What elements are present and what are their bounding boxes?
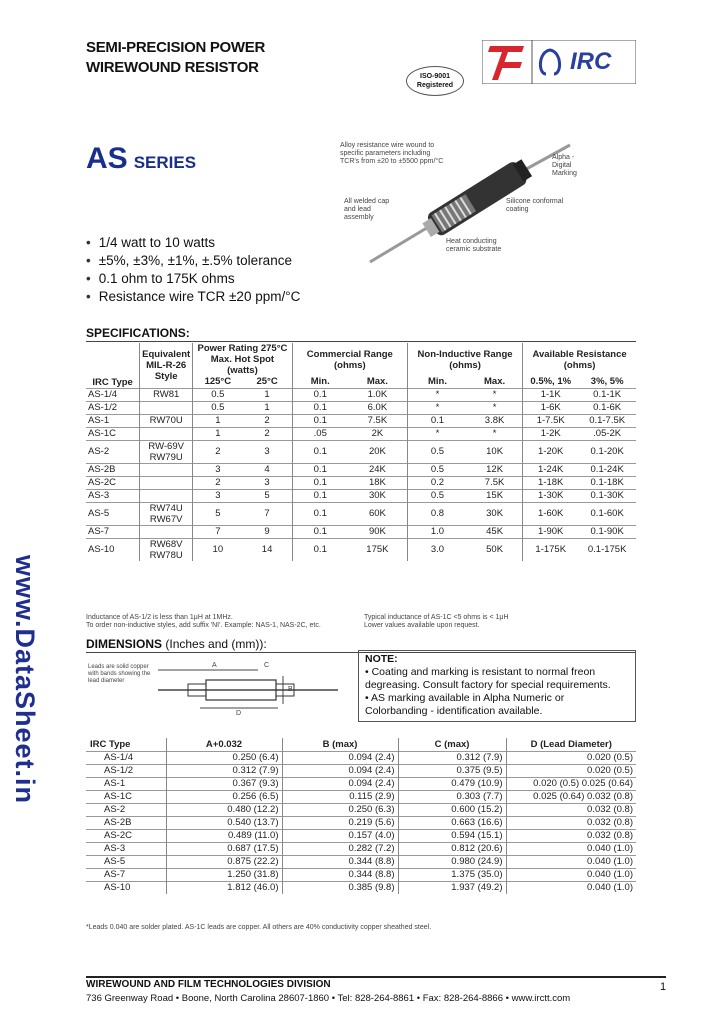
spec-cell: 7	[242, 502, 292, 525]
col-25c: 25°C	[242, 376, 292, 388]
dim-cell: 0.312 (7.9)	[166, 764, 282, 777]
dim-cell: AS-1/4	[104, 752, 134, 763]
spec-cell: 1	[215, 415, 221, 426]
spec-row	[86, 414, 636, 427]
dim-row	[86, 829, 636, 842]
col-commercial-max: Max.	[348, 376, 408, 388]
note-item: • AS marking available in Alpha Numeric or Colorbanding - identification available.	[365, 692, 565, 717]
callout-marking: Alpha - Digital Marking	[552, 154, 577, 177]
spec-cell: 0.1-6K	[593, 402, 622, 413]
dimensions-rows	[86, 751, 636, 894]
feature-item: • 1/4 watt to 10 watts	[86, 234, 300, 252]
spec-cell: 1	[242, 388, 292, 401]
spec-cell: 0.5	[211, 402, 225, 413]
dim-cell: 0.115 (2.9)	[282, 790, 398, 803]
spec-cell: 2K	[348, 427, 408, 440]
dimension-diagram	[88, 660, 348, 722]
spec-cell: 60K	[348, 502, 408, 525]
dim-cell: 0.489 (11.0)	[166, 829, 282, 842]
spec-cell: 7.5K	[467, 476, 523, 489]
note-item: • Coating and marking is resistant to normal freon degreasing. Consult factory for special requirements.	[365, 666, 611, 691]
spec-cell: 0.1	[313, 508, 327, 519]
spec-cell: AS-10	[86, 538, 140, 561]
dim-cell: 0.663 (16.6)	[398, 816, 506, 829]
spec-cell: 24K	[348, 463, 408, 476]
spec-cell: 2	[215, 477, 221, 488]
spec-cell: 45K	[467, 525, 523, 538]
dim-cell: 0.256 (6.5)	[166, 790, 282, 803]
dim-cell: 0.250 (6.3)	[282, 803, 398, 816]
dim-cell: 0.875 (22.2)	[166, 855, 282, 868]
spec-cell: AS-1	[86, 414, 140, 427]
dim-cell: 0.094 (2.4)	[282, 777, 398, 790]
spec-row	[86, 401, 636, 414]
spec-row	[86, 463, 636, 476]
spec-cell: 0.1-175K	[587, 544, 627, 555]
dim-cell: 0.594 (15.1)	[398, 829, 506, 842]
series-suffix: SERIES	[133, 153, 197, 172]
company-logo	[482, 40, 636, 84]
spec-cell: 90K	[348, 525, 408, 538]
title-line-2: WIREWOUND RESISTOR	[86, 59, 259, 76]
dim-cell: 0.980 (24.9)	[398, 855, 506, 868]
spec-cell: 1-7.5K	[536, 415, 565, 426]
dim-row	[86, 790, 636, 803]
dim-cell: 0.687 (17.5)	[166, 842, 282, 855]
dimensions-table	[86, 738, 636, 894]
dim-cell: 0.479 (10.9)	[398, 777, 506, 790]
spec-cell: AS-7	[86, 525, 140, 538]
dim-cell: 0.250 (6.4)	[166, 751, 282, 764]
spec-cell: 12K	[467, 463, 523, 476]
col-commercial-min: Min.	[310, 376, 330, 388]
spec-cell: 2	[242, 414, 292, 427]
spec-cell: 7	[215, 526, 221, 537]
spec-cell: *	[467, 427, 523, 440]
spec-cell: 1	[242, 401, 292, 414]
spec-cell: 1-1K	[540, 389, 561, 400]
dim-cell: 0.040 (1.0)	[506, 855, 636, 868]
spec-cell: *	[467, 388, 523, 401]
note-text: Coating and marking is resistant to normal freon degreasing. Consult factory for special requirements.	[365, 666, 611, 691]
spec-cell: 0.1	[313, 526, 327, 537]
spec-cell: AS-2	[86, 440, 140, 463]
spec-cell: 3	[215, 490, 221, 501]
title-line-1: SEMI-PRECISION POWER	[86, 39, 266, 56]
dim-cell: 0.032 (0.8)	[506, 829, 636, 842]
dim-cell: 0.040 (1.0)	[506, 881, 636, 894]
spec-cell: 1-6K	[540, 402, 561, 413]
dim-cell: 0.219 (5.6)	[282, 816, 398, 829]
spec-cell: 0.1	[313, 402, 327, 413]
spec-cell: 1-18K	[538, 477, 564, 488]
spec-cell: 5	[242, 489, 292, 502]
diagram-caption: Leads are solid copper with bands showing the lead diameter	[88, 664, 151, 684]
dim-row	[86, 803, 636, 816]
feature-item: • ±5%, ±3%, ±1%, ±.5% tolerance	[86, 252, 300, 270]
page-number: 1	[660, 981, 667, 993]
spec-cell: 0.1	[313, 415, 327, 426]
dim-row	[86, 777, 636, 790]
col-noninductive-max: Max.	[467, 376, 523, 388]
dimensions-title: DIMENSIONS	[86, 637, 163, 651]
col-mil: Equivalent MIL-R-26 Style	[140, 343, 193, 388]
spec-cell: 0.1	[313, 464, 327, 475]
spec-cell: 0.1	[313, 477, 327, 488]
dim-cell: 0.032 (0.8)	[506, 816, 636, 829]
spec-cell: 0.8	[430, 508, 445, 519]
dim-cell: 0.812 (20.6)	[398, 842, 506, 855]
iso-badge	[406, 66, 464, 96]
spec-cell: AS-5	[86, 502, 140, 525]
spec-cell: 50K	[467, 538, 523, 561]
spec-note-right-2: Lower values available upon request.	[364, 622, 480, 629]
dim-row	[86, 751, 636, 764]
dim-cell: AS-10	[104, 882, 131, 894]
specifications-heading: SPECIFICATIONS:	[86, 326, 190, 340]
spec-cell: 1-30K	[538, 490, 564, 501]
spec-cell: 2	[215, 446, 221, 457]
diagram-label-d: D	[236, 710, 242, 717]
spec-cell: 0.1	[313, 446, 327, 457]
dim-cell: 0.480 (12.2)	[166, 803, 282, 816]
spec-cell: 30K	[467, 502, 523, 525]
spec-cell: 1	[215, 428, 221, 439]
spec-row	[86, 538, 636, 561]
dim-cell: 0.094 (2.4)	[282, 751, 398, 764]
iso-line-1: ISO-9001	[420, 73, 450, 80]
iso-line-2: Registered	[416, 82, 454, 89]
spec-cell: 1.0K	[348, 388, 408, 401]
dim-cell: AS-2B	[104, 817, 132, 828]
spec-cell: 0.1	[430, 415, 445, 426]
col-noninductive: Non-Inductive Range (ohms)	[407, 343, 522, 376]
logo-graphic	[482, 40, 636, 84]
spec-cell: 6.0K	[348, 401, 408, 414]
spec-cell: 0.1-1K	[593, 389, 622, 400]
spec-cell: AS-1/2	[86, 401, 140, 414]
spec-cell	[140, 525, 193, 538]
spec-cell: RW81	[140, 388, 193, 401]
dim-col-b: B (max)	[282, 738, 398, 751]
diagram-label-c: C	[264, 662, 270, 669]
watermark-text: www.DataSheet.in	[10, 555, 40, 805]
col-irc-type: IRC Type	[86, 343, 140, 388]
spec-row	[86, 525, 636, 538]
dim-col-d: D (Lead Diameter)	[506, 738, 636, 751]
col-commercial: Commercial Range (ohms)	[292, 343, 407, 376]
callout-cap: All welded cap and lead assembly	[344, 198, 390, 221]
dim-cell: 0.020 (0.5)	[506, 751, 636, 764]
spec-cell: 5	[215, 508, 221, 519]
dim-cell: 0.312 (7.9)	[398, 751, 506, 764]
lead-note: *Leads 0.040 are solder plated. AS-1C leads are copper. All others are 40% conductivity copper sheathed steel.	[86, 924, 432, 931]
spec-row	[86, 502, 636, 525]
dim-col-type: IRC Type	[90, 738, 131, 750]
spec-cell: 0.5	[430, 490, 445, 501]
spec-cell: 3	[215, 464, 221, 475]
callout-wire: Alloy resistance wire wound to specific parameters including TCR's from ±20 to ±5500 ppm/°C	[340, 142, 444, 165]
spec-cell: 3.8K	[467, 414, 523, 427]
spec-note-left-2: To order non-inductive styles, add suffix 'NI'. Example: NAS-1, NAS-2C, etc.	[86, 622, 321, 629]
spec-cell: 0.1-7.5K	[589, 415, 626, 426]
spec-cell: .05	[313, 428, 327, 439]
col-tol-2: 3%, 5%	[590, 376, 624, 388]
dimensions-heading	[86, 637, 267, 651]
series-name: AS	[86, 142, 128, 175]
spec-cell: 30K	[348, 489, 408, 502]
spec-cell: 0.1-24K	[590, 464, 624, 475]
dim-cell: 0.540 (13.7)	[166, 816, 282, 829]
spec-cell: RW-69V RW79U	[140, 440, 193, 463]
dim-cell: AS-1/2	[104, 765, 134, 776]
spec-cell: *	[435, 389, 440, 400]
watermark	[8, 555, 48, 825]
dim-cell: 0.367 (9.3)	[166, 777, 282, 790]
dim-cell: 0.025 (0.64) 0.032 (0.8)	[506, 790, 636, 803]
spec-cell: 7.5K	[348, 414, 408, 427]
spec-cell: 1-24K	[538, 464, 564, 475]
specifications-rows	[86, 388, 636, 561]
spec-cell: RW74U RW67V	[140, 502, 193, 525]
dim-cell: 1.812 (46.0)	[166, 881, 282, 894]
diagram-label-a: A	[212, 662, 217, 669]
spec-row	[86, 476, 636, 489]
dim-row	[86, 881, 636, 894]
dim-col-a: A+0.032	[166, 738, 282, 751]
spec-cell: 0.1-20K	[590, 446, 624, 457]
spec-cell: AS-2C	[86, 476, 140, 489]
spec-cell: 0.1-90K	[590, 526, 624, 537]
spec-cell: 0.1	[313, 490, 327, 501]
spec-cell: 1.0	[430, 526, 445, 537]
dim-cell: 1.250 (31.8)	[166, 868, 282, 881]
col-tol-1: 0.5%, 1%	[530, 376, 572, 388]
spec-cell: 0.1-18K	[590, 477, 624, 488]
dim-cell: AS-5	[104, 856, 126, 867]
note-title: NOTE:	[365, 653, 398, 665]
spec-cell: 4	[242, 463, 292, 476]
spec-cell	[140, 463, 193, 476]
dim-cell: AS-3	[104, 843, 126, 854]
dim-cell: AS-1C	[104, 791, 132, 802]
feature-item: • 0.1 ohm to 175K ohms	[86, 270, 300, 288]
footer-address: 736 Greenway Road • Boone, North Carolina 28607-1860 • Tel: 828-264-8861 • Fax: 828-264-8866 • www.irctt.com	[86, 993, 571, 1004]
spec-cell: 0.5	[211, 389, 225, 400]
feature-list	[86, 234, 300, 306]
spec-cell: 0.1-30K	[590, 490, 624, 501]
spec-cell: 0.5	[430, 446, 445, 457]
spec-cell	[140, 401, 193, 414]
spec-cell: *	[435, 402, 440, 413]
dim-cell: 0.282 (7.2)	[282, 842, 398, 855]
footer-division: WIREWOUND AND FILM TECHNOLOGIES DIVISION	[86, 976, 666, 990]
footer	[86, 976, 666, 1004]
spec-cell: 3	[242, 440, 292, 463]
spec-cell: 15K	[467, 489, 523, 502]
spec-cell: 0.1	[313, 544, 327, 555]
spec-cell: 1-90K	[538, 526, 564, 537]
spec-cell: 0.1	[313, 389, 327, 400]
spec-cell: 10K	[467, 440, 523, 463]
specifications-rule	[86, 341, 636, 342]
dim-cell: 0.032 (0.8)	[506, 803, 636, 816]
col-noninductive-min: Min.	[427, 376, 447, 388]
dim-row	[86, 868, 636, 881]
dim-cell: 0.385 (9.8)	[282, 881, 398, 894]
dimensions-units: (Inches and (mm)):	[165, 637, 267, 651]
callout-substrate: Heat conducting ceramic substrate	[446, 238, 502, 253]
spec-cell: 1-20K	[538, 446, 564, 457]
logo-text: IRC	[570, 48, 612, 75]
dim-row	[86, 842, 636, 855]
spec-cell: 0.1-60K	[590, 508, 624, 519]
dim-cell: 0.020 (0.5) 0.025 (0.64)	[506, 777, 636, 790]
feature-item: • Resistance wire TCR ±20 ppm/°C	[86, 288, 300, 306]
spec-cell: 9	[242, 525, 292, 538]
spec-note-left-1: Inductance of AS-1/2 is less than 1μH at 1MHz.	[86, 614, 233, 621]
spec-row	[86, 489, 636, 502]
dim-cell: AS-1	[104, 778, 126, 789]
spec-cell: 2	[242, 427, 292, 440]
spec-cell: AS-3	[86, 489, 140, 502]
spec-cell	[140, 489, 193, 502]
spec-cell: RW70U	[140, 414, 193, 427]
col-power: Power Rating 275°C Max. Hot Spot (watts)	[193, 343, 292, 376]
spec-row	[86, 427, 636, 440]
spec-row	[86, 388, 636, 401]
dim-cell: 0.600 (15.2)	[398, 803, 506, 816]
dim-cell: 0.375 (9.5)	[398, 764, 506, 777]
spec-row	[86, 440, 636, 463]
spec-cell: AS-1/4	[86, 388, 140, 401]
spec-cell	[140, 427, 193, 440]
dim-col-c: C (max)	[398, 738, 506, 751]
spec-cell: 0.2	[430, 477, 445, 488]
spec-cell: AS-2B	[86, 463, 140, 476]
spec-cell: 3.0	[430, 544, 445, 555]
col-available: Available Resistance (ohms)	[532, 348, 627, 371]
spec-cell: 175K	[348, 538, 408, 561]
resistor-illustration	[330, 140, 590, 270]
spec-cell: 1-2K	[540, 428, 561, 439]
spec-cell: 1-60K	[538, 508, 564, 519]
spec-cell: AS-1C	[86, 427, 140, 440]
spec-cell: *	[467, 401, 523, 414]
dim-cell: AS-2	[104, 804, 126, 815]
spec-cell: 0.5	[430, 464, 445, 475]
dim-row	[86, 764, 636, 777]
dim-cell: 0.157 (4.0)	[282, 829, 398, 842]
spec-cell	[140, 476, 193, 489]
dim-cell: 1.937 (49.2)	[398, 881, 506, 894]
dim-cell: 0.094 (2.4)	[282, 764, 398, 777]
series-heading	[86, 142, 196, 176]
dim-row	[86, 855, 636, 868]
col-125c: 125°C	[204, 376, 232, 388]
spec-note-right-1: Typical inductance of AS-1C <5 ohms is < 1μH	[364, 614, 509, 621]
spec-cell: 10	[212, 544, 224, 555]
callout-coating: Silicone conformal coating	[506, 198, 564, 213]
spec-cell: 3	[242, 476, 292, 489]
specifications-table	[86, 343, 636, 561]
dim-cell: 1.375 (35.0)	[398, 868, 506, 881]
dim-cell: 0.344 (8.8)	[282, 855, 398, 868]
spec-cell: 14	[242, 538, 292, 561]
dim-cell: 0.344 (8.8)	[282, 868, 398, 881]
dim-cell: 0.040 (1.0)	[506, 842, 636, 855]
spec-cell: .05-2K	[593, 428, 622, 439]
page-title	[86, 38, 265, 78]
dim-cell: AS-7	[104, 869, 126, 880]
dim-cell: 0.040 (1.0)	[506, 868, 636, 881]
diagram-label-b: B	[288, 686, 293, 693]
spec-cell: 18K	[348, 476, 408, 489]
dimension-note-box	[358, 650, 636, 722]
spec-cell: *	[435, 428, 440, 439]
dim-cell: AS-2C	[104, 830, 132, 841]
dim-cell: 0.303 (7.7)	[398, 790, 506, 803]
dim-row	[86, 816, 636, 829]
dim-cell: 0.020 (0.5)	[506, 764, 636, 777]
spec-cell: 20K	[348, 440, 408, 463]
note-text: AS marking available in Alpha Numeric or Colorbanding - identification available.	[365, 692, 565, 717]
spec-cell: RW68V RW78U	[140, 538, 193, 561]
spec-cell: 1-175K	[535, 544, 567, 555]
